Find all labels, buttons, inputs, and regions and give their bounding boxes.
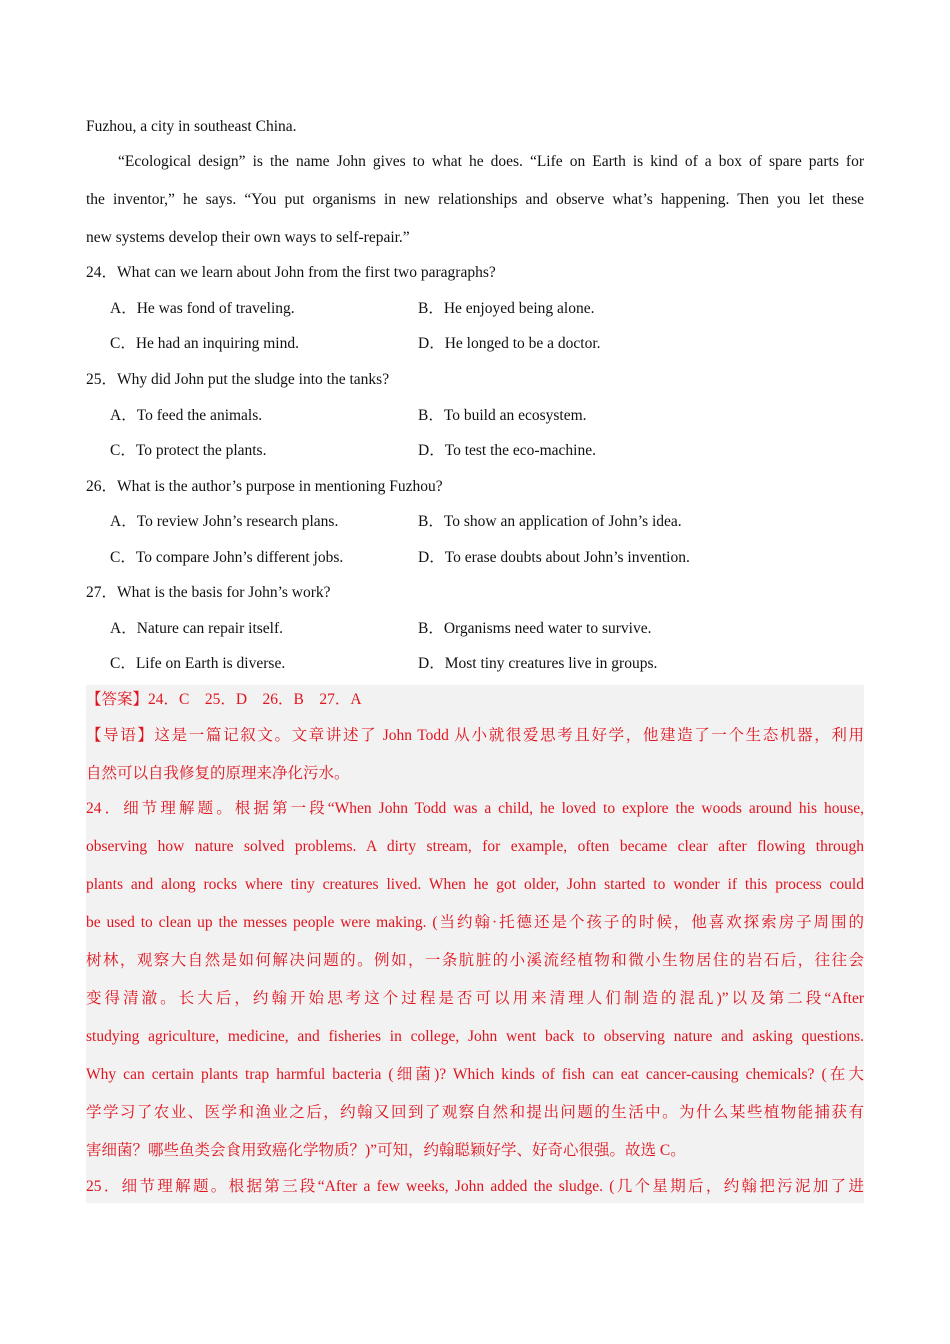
explanation-line: observing how nature solved problems. A dirty stream, for example, often became clear after flowing through	[86, 838, 864, 855]
option-d: D．To erase doubts about John’s invention.	[418, 549, 690, 566]
intro-line: 【导语】这是一篇记叙文。文章讲述了 John Todd 从小就很爱思考且好学，他建造了一个生态机器，利用	[86, 727, 864, 744]
intro-line: 自然可以自我修复的原理来净化污水。	[86, 765, 350, 782]
explanation-line: 25．细节理解题。根据第三段“After a few weeks, John added the sludge. (几个星期后，约翰把污泥加了进	[86, 1178, 864, 1195]
option-c: C．Life on Earth is diverse.	[110, 655, 286, 672]
passage-line: new systems develop their own ways to self-repair.”	[86, 229, 410, 246]
explanation-line: 变得清澈。长大后，约翰开始思考这个过程是否可以用来清理人们制造的混乱)”以及第二段“After	[86, 990, 864, 1007]
option-b: B．To build an ecosystem.	[418, 407, 587, 424]
explanation-line: 24．细节理解题。根据第一段“When John Todd was a child, he loved to explore the woods around his house,	[86, 800, 864, 817]
option-b: B．To show an application of John’s idea.	[418, 513, 682, 530]
option-a: A．To feed the animals.	[110, 407, 263, 424]
option-b: B．Organisms need water to survive.	[418, 620, 652, 637]
question-stem: 25．Why did John put the sludge into the tanks?	[86, 371, 390, 388]
question-stem: 27．What is the basis for John’s work?	[86, 584, 331, 601]
option-a: A．Nature can repair itself.	[110, 620, 284, 637]
explanation-line: 树林，观察大自然是如何解决问题的。例如，一条肮脏的小溪流经植物和微小生物居住的岩石后，往往会	[86, 952, 864, 969]
passage-line: “Ecological design” is the name John gives to what he does. “Life on Earth is kind of a box of spare parts for	[118, 153, 864, 170]
passage-line: Fuzhou, a city in southeast China.	[86, 118, 297, 135]
option-d: D．Most tiny creatures live in groups.	[418, 655, 658, 672]
option-b: B．He enjoyed being alone.	[418, 300, 595, 317]
explanation-line: plants and along rocks where tiny creatures lived. When he got older, John started to wonder if this process could	[86, 876, 864, 893]
explanation-line: 学学习了农业、医学和渔业之后，约翰又回到了观察自然和提出问题的生活中。为什么某些植物能捕获有	[86, 1104, 864, 1121]
explanation-line: 害细菌？哪些鱼类会食用致癌化学物质？)”可知，约翰聪颖好学、好奇心很强。故选 C。	[86, 1142, 686, 1159]
answer-explanation-box	[86, 685, 864, 1203]
explanation-line: be used to clean up the messes people were making. (当约翰·托德还是个孩子的时候，他喜欢探索房子周围的	[86, 914, 864, 931]
passage-line: the inventor,” he says. “You put organisms in new relationships and observe what’s happening. Then you let these	[86, 191, 864, 208]
option-a: A．To review John’s research plans.	[110, 513, 339, 530]
question-stem: 26．What is the author’s purpose in mentioning Fuzhou?	[86, 478, 443, 495]
option-d: D．He longed to be a doctor.	[418, 335, 601, 352]
option-a: A．He was fond of traveling.	[110, 300, 295, 317]
explanation-line: studying agriculture, medicine, and fisheries in college, John went back to observing nature and asking questions.	[86, 1028, 864, 1045]
answer-key: 【答案】24．C 25．D 26．B 27．A	[86, 691, 362, 708]
option-c: C．To protect the plants.	[110, 442, 267, 459]
option-c: C．To compare John’s different jobs.	[110, 549, 344, 566]
question-stem: 24．What can we learn about John from the first two paragraphs?	[86, 264, 496, 281]
explanation-line: Why can certain plants trap harmful bacteria (细菌)? Which kinds of fish can eat cancer-causing chemicals? (在大	[86, 1066, 864, 1083]
option-d: D．To test the eco-machine.	[418, 442, 596, 459]
option-c: C．He had an inquiring mind.	[110, 335, 299, 352]
